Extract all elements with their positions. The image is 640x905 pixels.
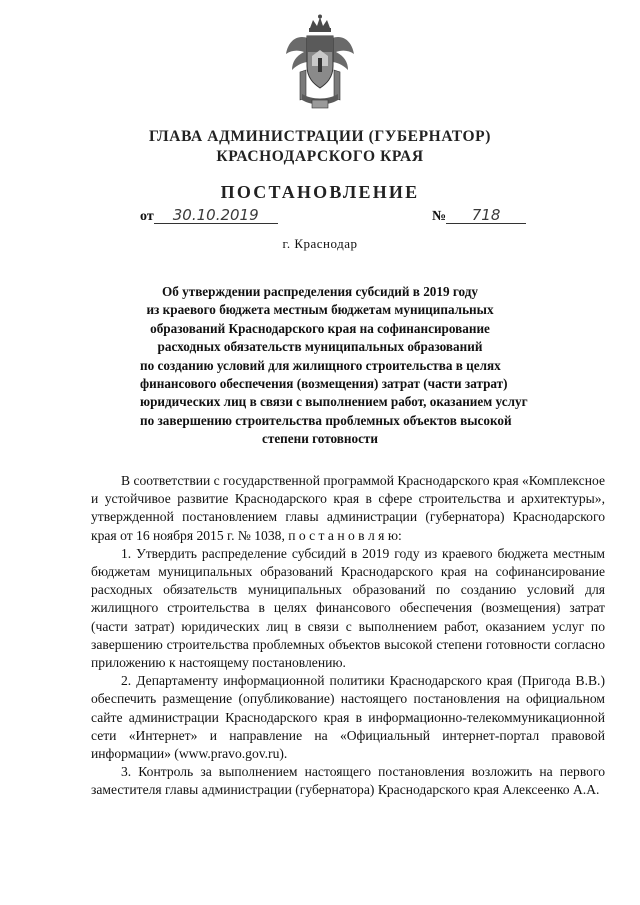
title-line: по завершению строительства проблемных объектов высокой (140, 412, 512, 428)
issuing-authority-line2: КРАСНОДАРСКОГО КРАЯ (216, 148, 424, 165)
number-value: 718 (446, 207, 526, 224)
title-line: по созданию условий для жилищного строительства в целях (140, 357, 501, 373)
clause-2-paragraph: 2. Департаменту информационной политики Краснодарского края (Пригода В.В.) обеспечить размещение (опубликование) настоящего постановления на официальном сайте администрации Краснодарского края в информационно-телекоммуникационной сети «Интернет» и направление на «Официальный интернет-портал правовой информации» (www.pravo.gov.ru). (91, 673, 605, 762)
document-city: г. Краснодар (282, 236, 358, 251)
issuing-authority-line1: ГЛАВА АДМИНИСТРАЦИИ (ГУБЕРНАТОР) (149, 128, 491, 145)
title-line: юридических лиц в связи с выполнением работ, оказанием услуг (140, 394, 528, 410)
clause-1-paragraph: 1. Утвердить распределение субсидий в 2019 году из краевого бюджета местным бюджетам муниципальных образований Краснодарского края на софинансирование расходных обязательств муниципальных образований по созданию условий для жилищного строительства в целях финансового обеспечения (возмещения) затрат (части затрат) юридических лиц в связи с выполнением работ, оказанием услуг по завершению строительства проблемных объектов высокой степени готовности согласно приложению к настоящему постановлению. (91, 545, 605, 671)
document-type-heading: ПОСТАНОВЛЕНИЕ (220, 182, 420, 202)
document-number (432, 207, 526, 225)
clause-3-paragraph: 3. Контроль за выполнением настоящего постановления возложить на первого заместителя главы администрации (губернатора) Краснодарского края Алексеенко А.А. (91, 764, 605, 798)
krasnodar-coat-of-arms-icon (282, 14, 358, 110)
date-value: 30.10.2019 (154, 207, 278, 224)
title-line: Об утверждении распределения субсидий в 2019 году (161, 284, 479, 299)
title-line: степени готовности (261, 431, 379, 447)
title-line: финансового обеспечения (возмещения) затрат (части затрат) (140, 376, 508, 392)
title-line: образований Краснодарского края на софинансирование (150, 320, 490, 336)
document-date (140, 207, 278, 225)
title-line: из краевого бюджета местным бюджетам муниципальных (146, 302, 494, 318)
title-line: расходных обязательств муниципальных образований (157, 339, 483, 355)
document-body (91, 472, 605, 800)
date-label: от (140, 209, 154, 224)
document-title (140, 283, 528, 449)
number-label: № (432, 209, 447, 224)
preamble-paragraph: В соответствии с государственной программой Краснодарского края «Комплексное и устойчивое развитие Краснодарского края в сфере строительства и архитектуры», утвержденной постановлением главы администрации (губернатора) Краснодарского края от 16 ноября 2015 г. № 1038, п о с т а н о в л я ю: (91, 473, 605, 543)
